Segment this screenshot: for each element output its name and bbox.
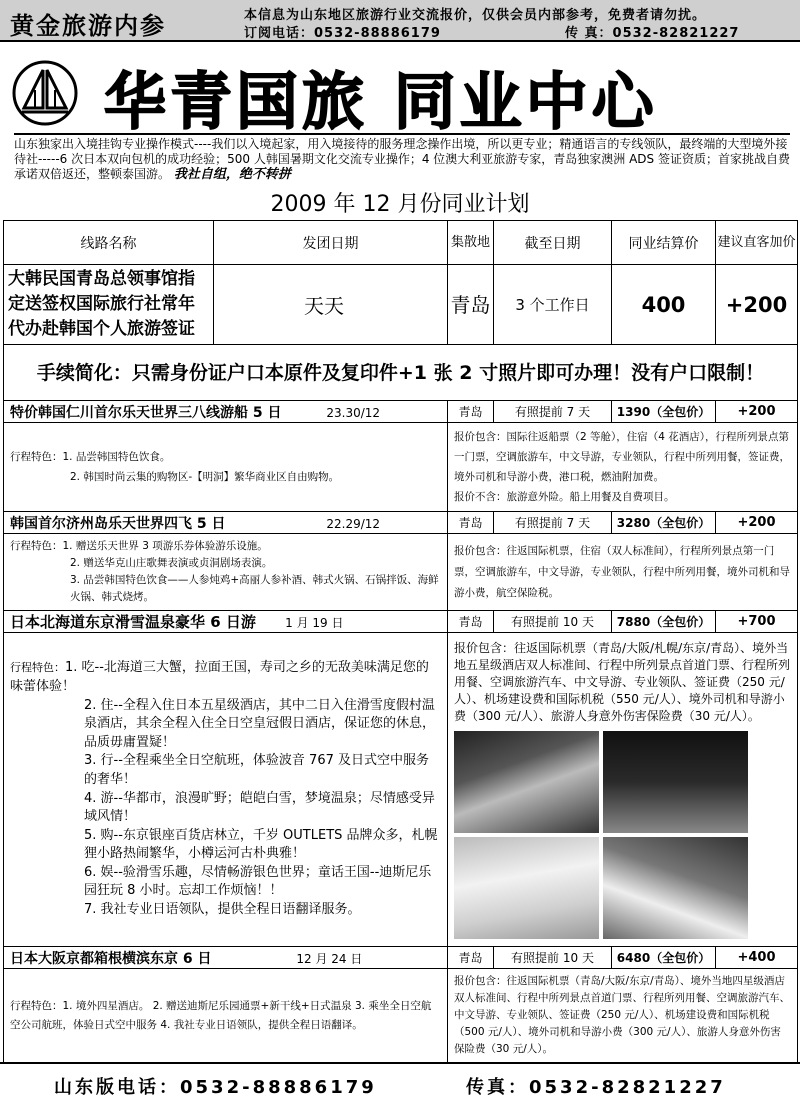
member-notice: 本信息为山东地区旅游行业交流报价，仅供会员内部参考，免费者请勿扰。	[244, 8, 707, 23]
visa-add: +200	[716, 265, 798, 345]
route-gather: 青岛	[448, 512, 494, 534]
agency-header	[0, 44, 800, 138]
route-date: 1 月 19 日	[285, 616, 344, 630]
route-name	[4, 947, 448, 969]
col-gather: 集散地	[448, 221, 494, 265]
table-header-row	[4, 221, 798, 265]
top-bar	[0, 0, 800, 42]
features-label: 行程特色：	[10, 540, 63, 552]
sailboat-logo-icon	[12, 60, 78, 126]
subscribe-phone: 订阅电话：0532-88886179	[244, 26, 441, 41]
crab-dish-photo-icon	[454, 731, 599, 833]
feature-item: 5. 购--东京银座百货店林立，千岁 OUTLETS 品牌众多，札幌狸小路热闹繁华，小樽运河古朴典雅！	[84, 827, 438, 862]
col-route: 线路名称	[4, 221, 214, 265]
route-add: +400	[716, 947, 798, 969]
route-includes	[448, 633, 798, 947]
route-name-text: 韩国首尔济州岛乐天世界四飞 5 日	[10, 515, 226, 532]
table-row	[4, 401, 798, 423]
route-features	[4, 969, 448, 1063]
features-label: 行程特色：	[10, 451, 63, 463]
route-name-text: 特价韩国仁川首尔乐天世界三八线游船 5 日	[10, 404, 282, 421]
table-row	[4, 947, 798, 969]
table-row	[4, 512, 798, 534]
visa-note-row	[4, 345, 798, 401]
route-price: 1390（全包价）	[612, 401, 716, 423]
col-price: 同业结算价	[612, 221, 716, 265]
route-name	[4, 611, 448, 633]
route-deadline: 有照提前 7 天	[494, 401, 612, 423]
route-name	[4, 401, 448, 423]
features-label: 行程特色：	[10, 661, 65, 675]
feature-item: 3. 品尝韩国特色饮食——人参炖鸡+高丽人参补酒、韩式火锅、石锅拌饭、海鲜火锅、韩式烧烤。	[70, 574, 439, 603]
route-gather: 青岛	[448, 947, 494, 969]
visa-row	[4, 265, 798, 345]
skier-photo-icon	[454, 837, 599, 939]
route-date: 12 月 24 日	[296, 951, 363, 966]
route-deadline: 有照提前 7 天	[494, 512, 612, 534]
feature-item: 4. 游--华都市，浪漫旷野；皑皑白雪，梦境温泉；尽情感受异域风情！	[84, 790, 435, 825]
plan-title: 2009 年 12 月份同业计划	[270, 192, 530, 217]
route-price: 7880（全包价）	[612, 611, 716, 633]
footer-phone: 山东版电话：0532-88886179	[54, 1077, 377, 1098]
feature-item	[10, 538, 441, 555]
route-detail-row	[4, 633, 798, 947]
route-includes	[448, 534, 798, 611]
features-label: 行程特色：	[10, 999, 63, 1012]
col-date: 发团日期	[214, 221, 448, 265]
visa-deadline: 3 个工作日	[494, 265, 612, 345]
excludes-text: 报价不含：旅游意外险。船上用餐及自费项目。	[454, 491, 675, 503]
col-suggest: 建议直客加价	[716, 221, 798, 265]
route-features	[4, 633, 448, 947]
footer	[0, 1062, 800, 1100]
includes-text: 报价包含：往返国际机票，住宿（双人标准间），行程所列景点第一门票，空调旅游车，中文导游，专业领队，行程中所列用餐，境外司机和导游小费，航空保险税。	[454, 544, 790, 599]
footer-fax: 传真：0532-82821227	[466, 1077, 726, 1098]
photo-grid	[454, 731, 791, 939]
route-price: 6480（全包价）	[612, 947, 716, 969]
agency-intro	[14, 133, 790, 182]
route-includes	[448, 969, 798, 1063]
onsen-snow-photo-icon	[603, 837, 748, 939]
route-features	[4, 423, 448, 512]
agency-motto: 我社自组，绝不转拼	[173, 167, 291, 182]
feature-item	[10, 997, 441, 1035]
route-add: +200	[716, 401, 798, 423]
feature-item: 2. 住--全程入住日本五星级酒店，其中二日入住滑雪度假村温泉酒店，其余全程入住全日空皇冠假日酒店，保证您的休息，品质毋庸置疑！	[84, 697, 436, 750]
route-date: 23.30/12	[326, 405, 381, 420]
snow-street-night-photo-icon	[603, 731, 748, 833]
route-detail-row	[4, 423, 798, 512]
visa-price: 400	[612, 265, 716, 345]
feature-item: 2. 赠送华克山庄歌舞表演或贞洞剧场表演。	[70, 557, 273, 569]
route-gather: 青岛	[448, 401, 494, 423]
visa-date: 天天	[214, 265, 448, 345]
route-name-text: 日本北海道东京滑雪温泉豪华 6 日游	[10, 613, 256, 631]
route-price: 3280（全包价）	[612, 512, 716, 534]
page-title: 华青国旅 同业中心	[104, 65, 658, 138]
subscribe-fax: 传 真：0532-82821227	[565, 26, 740, 41]
includes-text: 报价包含：往返国际机票（青岛/大阪/东京/青岛）、境外当地四星级酒店双人标准间、行程中所列景点首道门票、行程所列用餐、空调旅游汽车、中文导游、专业领队、签证费（250 元/人）、机场建设费和国际机税（500 元/人）、境外司机和导游小费（300 元/人）、旅游人身意外伤害保险费（30 元/人）。	[454, 975, 790, 1055]
route-detail-row	[4, 534, 798, 611]
intro-text: 山东独家出入境挂钩专业操作模式----我们以入境起家，用入境接待的服务理念操作出境，所以更专业；精通语言的专线领队，最终端的大型境外接待社-----6 次日本双向包机的成功经验；500 人韩国暑期文化交流专业操作；4 位澳大利亚旅游专家，青岛独家澳洲 ADS 签证资质；首家挑战自费承诺双倍返还，整顿泰国游。	[14, 137, 790, 181]
table-row	[4, 611, 798, 633]
feature-item	[10, 659, 441, 696]
feature-text: 1. 品尝韩国特色饮食。	[62, 451, 171, 463]
route-name	[4, 512, 448, 534]
route-includes	[448, 423, 798, 512]
feature-text: 1. 吃--北海道三大蟹，拉面王国，寿司之乡的无敌美味满足您的味蕾体验！	[10, 660, 429, 694]
route-detail-row	[4, 969, 798, 1063]
route-add: +200	[716, 512, 798, 534]
feature-text: 1. 境外四星酒店。 2. 赠送迪斯尼乐园通票+新干线+日式温泉 3. 乘坐全日空航空公司航班，体验日式空中服务 4. 我社专业日语领队，提供全程日语翻译。	[10, 999, 432, 1031]
feature-text: 1. 赠送乐天世界 3 项游乐券体验游乐设施。	[62, 540, 268, 552]
route-add: +700	[716, 611, 798, 633]
visa-note: 手续简化：只需身份证户口本原件及复印件+1 张 2 寸照片即可办理！没有户口限制！	[4, 345, 798, 401]
feature-item: 2. 韩国时尚云集的购物区-【明洞】繁华商业区自由购物。	[70, 471, 340, 483]
feature-item: 7. 我社专业日语领队，提供全程日语翻译服务。	[84, 902, 361, 918]
col-deadline: 截至日期	[494, 221, 612, 265]
includes-text: 报价包含：国际往返船票（2 等舱），住宿（4 花酒店），行程所列景点第一门票，空调旅游车，中文导游，专业领队，行程中所列用餐，签证费，境外司机和导游小费，港口税，燃油附加费。	[454, 431, 790, 483]
feature-item: 3. 行--全程乘坐全日空航班，体验波音 767 及日式空中服务的奢华！	[84, 753, 429, 787]
tour-table	[3, 220, 798, 1063]
visa-gather: 青岛	[448, 265, 494, 345]
route-deadline: 有照提前 10 天	[494, 947, 612, 969]
route-gather: 青岛	[448, 611, 494, 633]
feature-item: 6. 娱--验滑雪乐趣，尽情畅游银色世界；童话王国--迪斯尼乐园狂玩 8 小时。忘却工作烦恼！！	[84, 864, 432, 899]
route-deadline: 有照提前 10 天	[494, 611, 612, 633]
visa-name: 大韩民国青岛总领事馆指定送签权国际旅行社常年代办赴韩国个人旅游签证	[4, 265, 214, 345]
brand-name: 黄金旅游内参	[10, 12, 166, 40]
includes-text: 报价包含：往返国际机票（青岛/大阪/札幌/东京/青岛）、境外当地五星级酒店双人标准间、行程中所列景点首道门票、行程所列用餐、空调旅游汽车、中文导游、专业领队、签证费（250 元/人）、机场建设费和国际机税（550 元/人）、境外司机和导游小费（300 元/人）、旅游人身意外伤害保险费（30 元/人）。	[454, 641, 791, 723]
route-date: 22.29/12	[326, 516, 381, 531]
feature-item	[10, 447, 441, 467]
route-name-text: 日本大阪京都箱根横滨东京 6 日	[10, 950, 212, 967]
route-features	[4, 534, 448, 611]
